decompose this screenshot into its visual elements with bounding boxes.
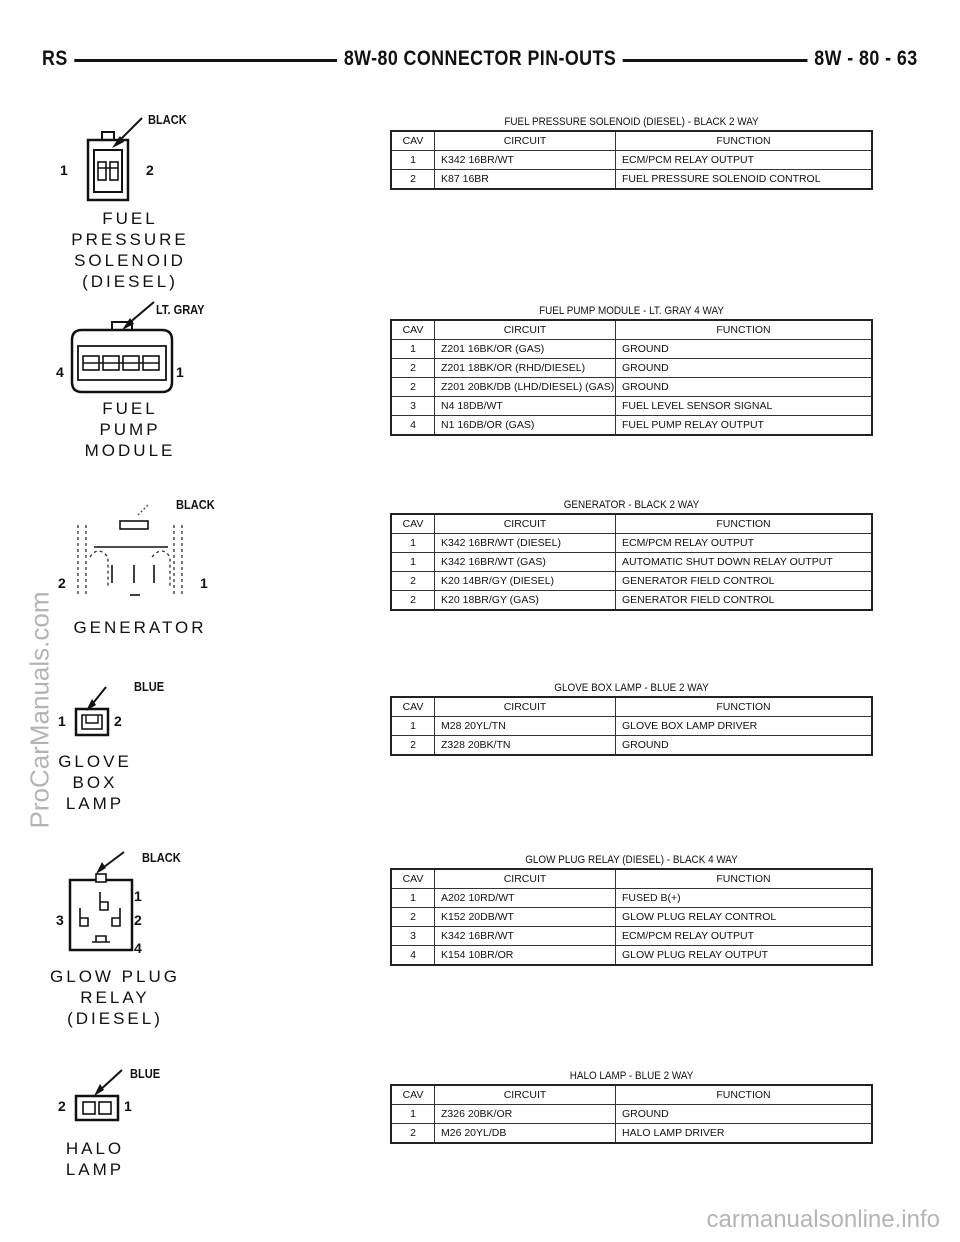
cav-cell: 1 [391, 534, 435, 553]
circuit-cell: N1 16DB/OR (GAS) [435, 416, 616, 436]
circuit-cell: Z201 18BK/OR (RHD/DIESEL) [435, 359, 616, 378]
cav-cell: 2 [391, 591, 435, 611]
table-row [391, 908, 872, 927]
connector-glove-box-lamp-icon [50, 675, 210, 755]
wire-color-label: BLACK [142, 850, 181, 865]
pin-number: 4 [56, 364, 64, 380]
column-header-function: FUNCTION [616, 131, 873, 151]
connector-name-label: GENERATOR [73, 618, 207, 637]
table-row [391, 359, 872, 378]
function-cell: GENERATOR FIELD CONTROL [616, 572, 873, 591]
circuit-cell: K342 16BR/WT (DIESEL) [435, 534, 616, 553]
pin-number: 2 [58, 1098, 66, 1114]
connector-name-label: GLOVE BOX LAMP [58, 752, 132, 813]
connector-illustration-fuel-pump-module [50, 300, 300, 460]
cav-cell: 2 [391, 170, 435, 190]
table-row [391, 717, 872, 736]
pin-number: 1 [58, 713, 66, 729]
circuit-cell: Z201 16BK/OR (GAS) [435, 340, 616, 359]
connector-name-label: FUEL PRESSURE SOLENOID (DIESEL) [71, 209, 189, 291]
side-watermark-text: ProCarManuals.com [24, 591, 55, 829]
circuit-cell: M26 20YL/DB [435, 1124, 616, 1144]
header-section-code: RS [42, 44, 74, 74]
column-header-circuit: CIRCUIT [435, 1085, 616, 1105]
wire-color-label: BLUE [130, 1066, 161, 1081]
function-cell: GLOW PLUG RELAY CONTROL [616, 908, 873, 927]
cav-cell: 1 [391, 1105, 435, 1124]
table-row [391, 534, 872, 553]
table-row [391, 889, 872, 908]
function-cell: ECM/PCM RELAY OUTPUT [616, 927, 873, 946]
cav-cell: 1 [391, 151, 435, 170]
function-cell: AUTOMATIC SHUT DOWN RELAY OUTPUT [616, 553, 873, 572]
page-title: 8W-80 CONNECTOR PIN-OUTS [337, 44, 623, 74]
column-header-circuit: CIRCUIT [435, 131, 616, 151]
column-header-circuit: CIRCUIT [435, 514, 616, 534]
circuit-cell: K20 18BR/GY (GAS) [435, 591, 616, 611]
pin-number: 1 [124, 1098, 132, 1114]
circuit-cell: M28 20YL/TN [435, 717, 616, 736]
pin-number: 3 [56, 912, 64, 928]
circuit-cell: K342 16BR/WT (GAS) [435, 553, 616, 572]
function-cell: GLOVE BOX LAMP DRIVER [616, 717, 873, 736]
pin-number: 2 [114, 713, 122, 729]
connector-name-label: HALO LAMP [65, 1139, 125, 1179]
table-title: FUEL PUMP MODULE - LT. GRAY 4 WAY [539, 305, 724, 317]
pinout-table-glow-plug-relay [390, 852, 873, 966]
table-row [391, 378, 872, 397]
column-header-function: FUNCTION [616, 869, 873, 889]
connector-illustration-glow-plug-relay [50, 848, 300, 1028]
function-cell: FUSED B(+) [616, 889, 873, 908]
circuit-cell: K20 14BR/GY (DIESEL) [435, 572, 616, 591]
table-row [391, 1124, 872, 1144]
cav-cell: 2 [391, 1124, 435, 1144]
page-number: 8W - 80 - 63 [808, 44, 918, 74]
table-row [391, 340, 872, 359]
column-header-function: FUNCTION [616, 1085, 873, 1105]
function-cell: GROUND [616, 359, 873, 378]
column-header-cav: CAV [391, 131, 435, 151]
table-row [391, 416, 872, 436]
table-row [391, 397, 872, 416]
wire-color-label: LT. GRAY [156, 302, 205, 317]
pinout-table-halo-lamp [390, 1068, 873, 1144]
table-row [391, 151, 872, 170]
circuit-cell: K152 20DB/WT [435, 908, 616, 927]
table-row [391, 591, 872, 611]
pin-number: 1 [60, 162, 68, 178]
table-row [391, 736, 872, 756]
table-row [391, 170, 872, 190]
function-cell: FUEL LEVEL SENSOR SIGNAL [616, 397, 873, 416]
table-title: GLOW PLUG RELAY (DIESEL) - BLACK 4 WAY [525, 854, 738, 866]
connector-illustration-halo-lamp [50, 1062, 300, 1182]
column-header-cav: CAV [391, 320, 435, 340]
column-header-circuit: CIRCUIT [435, 320, 616, 340]
connector-illustration-generator [50, 495, 300, 645]
table-title: FUEL PRESSURE SOLENOID (DIESEL) - BLACK 2 WAY [504, 116, 759, 128]
cav-cell: 2 [391, 736, 435, 756]
cav-cell: 1 [391, 553, 435, 572]
circuit-cell: K87 16BR [435, 170, 616, 190]
pinout-table-fuel-pressure-solenoid [390, 114, 873, 190]
function-cell: GROUND [616, 340, 873, 359]
pinout-table [390, 696, 873, 756]
column-header-cav: CAV [391, 514, 435, 534]
cav-cell: 1 [391, 340, 435, 359]
cav-cell: 2 [391, 359, 435, 378]
wire-color-label: BLUE [134, 679, 165, 694]
circuit-cell: K154 10BR/OR [435, 946, 616, 966]
pinout-table-generator [390, 497, 873, 611]
column-header-circuit: CIRCUIT [435, 869, 616, 889]
function-cell: GROUND [616, 736, 873, 756]
pin-number: 1 [176, 364, 184, 380]
function-cell: FUEL PRESSURE SOLENOID CONTROL [616, 170, 873, 190]
pinout-table [390, 513, 873, 611]
table-title: GLOVE BOX LAMP - BLUE 2 WAY [554, 682, 709, 694]
pin-number: 2 [58, 575, 66, 591]
function-cell: GENERATOR FIELD CONTROL [616, 591, 873, 611]
function-cell: GLOW PLUG RELAY OUTPUT [616, 946, 873, 966]
wire-color-label: BLACK [176, 497, 215, 512]
pinout-table [390, 1084, 873, 1144]
cav-cell: 2 [391, 908, 435, 927]
function-cell: FUEL PUMP RELAY OUTPUT [616, 416, 873, 436]
pin-number: 1 [134, 888, 142, 904]
pin-number: 2 [146, 162, 154, 178]
circuit-cell: A202 10RD/WT [435, 889, 616, 908]
table-title: HALO LAMP - BLUE 2 WAY [569, 1070, 694, 1082]
pinout-table-glove-box-lamp [390, 680, 873, 756]
circuit-cell: K342 16BR/WT [435, 151, 616, 170]
cav-cell: 4 [391, 946, 435, 966]
column-header-function: FUNCTION [616, 697, 873, 717]
connector-illustration-fuel-pressure-solenoid [50, 110, 300, 291]
cav-cell: 1 [391, 717, 435, 736]
table-row [391, 572, 872, 591]
pinout-table [390, 130, 873, 190]
pin-number: 2 [134, 912, 142, 928]
table-row [391, 553, 872, 572]
pinout-table-fuel-pump-module [390, 303, 873, 436]
cav-cell: 1 [391, 889, 435, 908]
table-title: GENERATOR - BLACK 2 WAY [563, 499, 700, 511]
cav-cell: 3 [391, 397, 435, 416]
function-cell: ECM/PCM RELAY OUTPUT [616, 151, 873, 170]
column-header-cav: CAV [391, 697, 435, 717]
pinout-table [390, 868, 873, 966]
connector-illustration-glove-box-lamp [50, 675, 300, 815]
circuit-cell: Z201 20BK/DB (LHD/DIESEL) (GAS) [435, 378, 616, 397]
pinout-table [390, 319, 873, 436]
circuit-cell: Z326 20BK/OR [435, 1105, 616, 1124]
connector-glow-plug-relay-icon [50, 848, 210, 968]
circuit-cell: K342 16BR/WT [435, 927, 616, 946]
connector-name-label: GLOW PLUG RELAY (DIESEL) [50, 967, 180, 1028]
connector-name-label: FUEL PUMP MODULE [84, 399, 176, 460]
table-row [391, 946, 872, 966]
pin-number: 4 [134, 940, 142, 956]
column-header-circuit: CIRCUIT [435, 697, 616, 717]
function-cell: GROUND [616, 1105, 873, 1124]
bottom-watermark: carmanualsonline.info [706, 1206, 940, 1233]
column-header-cav: CAV [391, 869, 435, 889]
circuit-cell: N4 18DB/WT [435, 397, 616, 416]
table-row [391, 1105, 872, 1124]
cav-cell: 3 [391, 927, 435, 946]
cav-cell: 2 [391, 378, 435, 397]
function-cell: ECM/PCM RELAY OUTPUT [616, 534, 873, 553]
column-header-function: FUNCTION [616, 514, 873, 534]
function-cell: HALO LAMP DRIVER [616, 1124, 873, 1144]
column-header-function: FUNCTION [616, 320, 873, 340]
page-header [42, 44, 918, 74]
column-header-cav: CAV [391, 1085, 435, 1105]
circuit-cell: Z328 20BK/TN [435, 736, 616, 756]
function-cell: GROUND [616, 378, 873, 397]
table-row [391, 927, 872, 946]
pin-number: 1 [200, 575, 208, 591]
cav-cell: 2 [391, 572, 435, 591]
wire-color-label: BLACK [148, 112, 187, 127]
cav-cell: 4 [391, 416, 435, 436]
